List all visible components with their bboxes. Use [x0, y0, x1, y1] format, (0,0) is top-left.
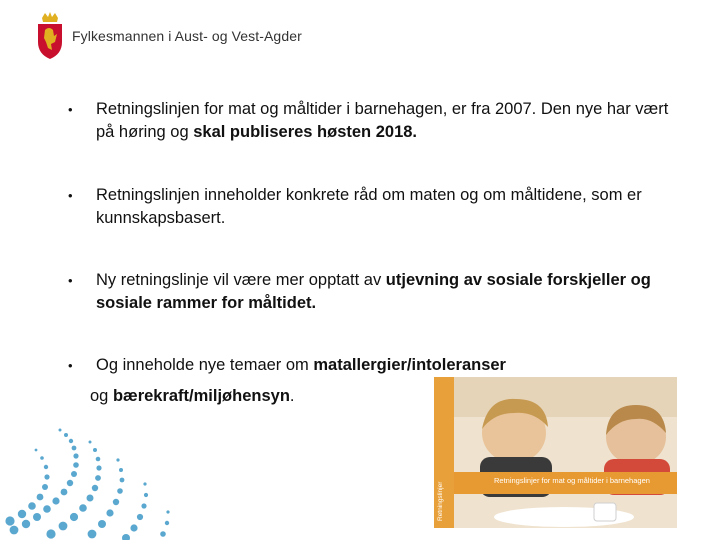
- booklet-title-band: [454, 472, 677, 494]
- bold-phrase: bærekraft/miljøhensyn: [112, 387, 290, 405]
- bullet-item: [64, 184, 674, 230]
- bullet-symbol: •: [68, 358, 73, 373]
- children-eating-photo: [454, 377, 677, 528]
- bold-phrase: utjevning av sosiale forskjeller og sosiale rammer for måltidet.: [96, 271, 651, 312]
- spine-label: Retningslinjer: [437, 481, 444, 521]
- bold-phrase: matallergier/intoleranser: [313, 356, 506, 374]
- bullet-symbol: •: [68, 188, 73, 203]
- booklet-title: Retningslinjer for mat og måltider i barnehagen: [494, 476, 650, 485]
- bullet-item: [64, 269, 674, 315]
- bullet-item: [64, 98, 674, 144]
- bullet-continuation: og bærekraft/miljøhensyn.: [90, 387, 295, 405]
- bullet-symbol: •: [68, 102, 73, 117]
- header: [36, 10, 302, 62]
- bullet-text: Retningslinjen inneholder konkrete råd om maten og om måltidene, som er kunnskapsbasert.: [96, 186, 642, 227]
- organization-name: Fylkesmannen i Aust- og Vest-Agder: [72, 28, 302, 44]
- norwegian-lion-crest-icon: [36, 12, 64, 60]
- bold-phrase: skal publiseres høsten 2018.: [193, 123, 418, 141]
- bullet-text: Og inneholde nye temaer om matallergier/intoleranser: [96, 356, 506, 374]
- booklet-spine: [434, 377, 454, 528]
- bullet-text: Retningslinjen for mat og måltider i barnehagen, er fra 2007. Den nye har vært på høring og skal publiseres høsten 2018.: [96, 100, 669, 141]
- decorative-dot-swirl: [0, 420, 190, 540]
- bullet-item: [64, 354, 674, 377]
- bullet-text: Ny retningslinje vil være mer opptatt av utjevning av sosiale forskjeller og sosiale rammer for måltidet.: [96, 271, 651, 312]
- booklet-cover-image: [434, 377, 677, 528]
- bullet-symbol: •: [68, 273, 73, 288]
